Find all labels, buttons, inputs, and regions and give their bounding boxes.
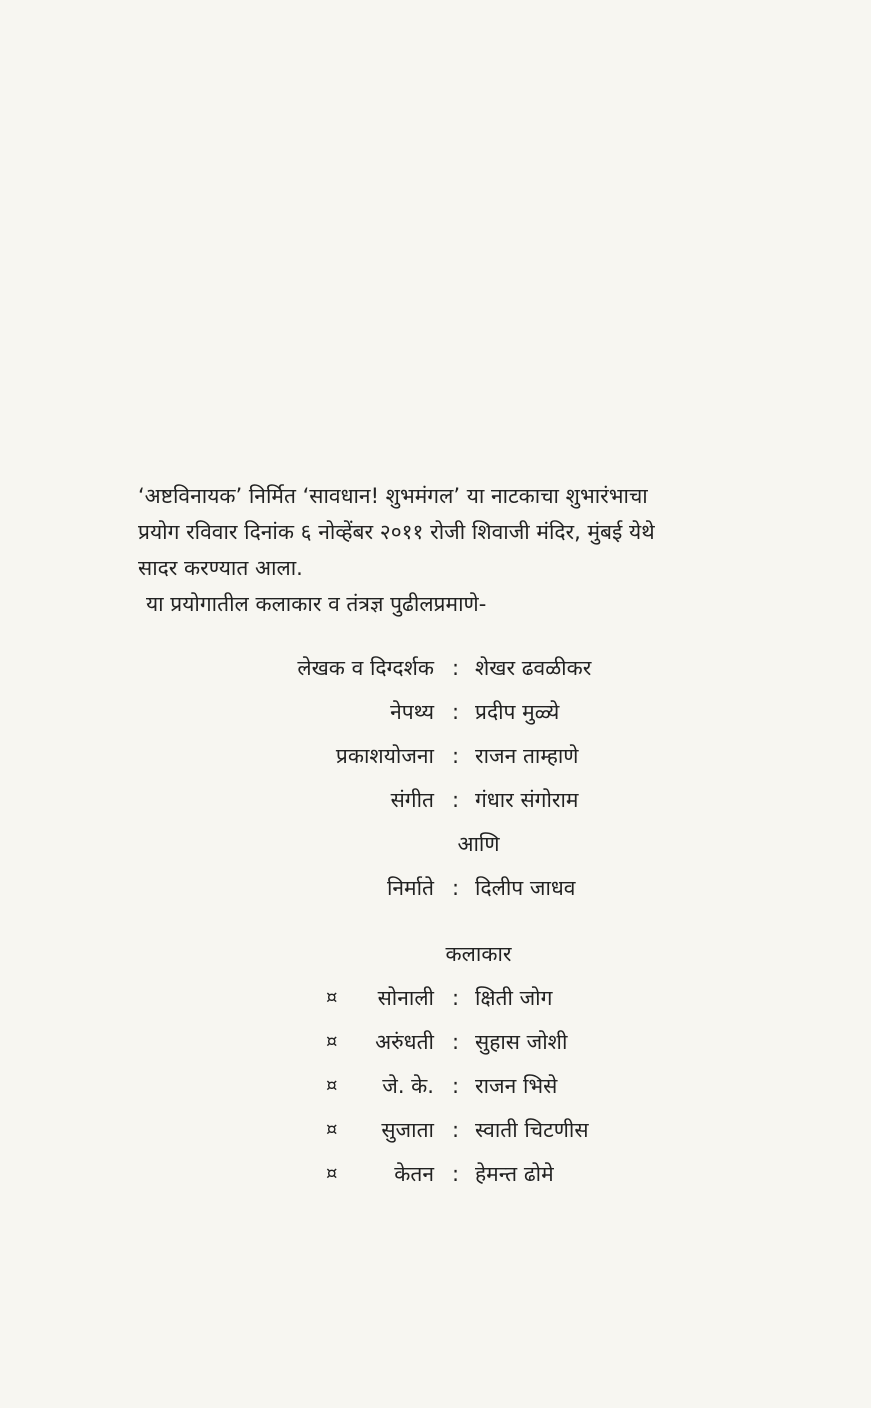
bullet-icon: ¤ xyxy=(326,1119,338,1140)
cast-row xyxy=(0,976,871,1020)
cast-row xyxy=(0,1152,871,1196)
crew-row-music xyxy=(0,778,871,822)
intro-paragraph xyxy=(138,478,778,622)
separator-colon: : xyxy=(452,700,460,724)
cast-character: केतन xyxy=(394,1162,434,1186)
cast-character: अरुंधती xyxy=(375,1030,434,1054)
producer-name: दिलीप जाधव xyxy=(475,876,576,900)
intro-line-3: सादर करण्यात आला. xyxy=(138,556,303,580)
cast-actor: हेमन्त ढोमे xyxy=(475,1162,554,1186)
cast-character: सुजाता xyxy=(381,1118,434,1142)
credits-list xyxy=(0,646,871,1196)
bullet-icon: ¤ xyxy=(326,1075,338,1096)
cast-actor: सुहास जोशी xyxy=(475,1030,568,1054)
spacer xyxy=(0,910,871,932)
crew-role: नेपथ्य xyxy=(390,700,434,724)
intro-line-2: प्रयोग रविवार दिनांक ६ नोव्हेंबर २०११ रोजी शिवाजी मंदिर, मुंबई येथे xyxy=(138,520,655,544)
cast-row xyxy=(0,1108,871,1152)
crew-row-lighting xyxy=(0,734,871,778)
crew-role: संगीत xyxy=(390,788,434,812)
crew-name: शेखर ढवळीकर xyxy=(475,656,592,680)
cast-row xyxy=(0,1064,871,1108)
separator-colon: : xyxy=(452,788,460,812)
cast-actor: राजन भिसे xyxy=(475,1074,558,1098)
crew-role: लेखक व दिग्दर्शक xyxy=(297,656,434,680)
crew-name: प्रदीप मुळ्ये xyxy=(475,700,560,724)
separator-colon: : xyxy=(452,1074,460,1098)
separator-colon: : xyxy=(452,1030,460,1054)
bullet-icon: ¤ xyxy=(326,1031,338,1052)
crew-role: प्रकाशयोजना xyxy=(335,744,434,768)
crew-name: राजन ताम्हाणे xyxy=(475,744,579,768)
cast-character: जे. के. xyxy=(382,1074,434,1098)
bullet-icon: ¤ xyxy=(326,1163,338,1184)
cast-actor: क्षिती जोग xyxy=(475,986,553,1010)
cast-character: सोनाली xyxy=(377,986,434,1010)
cast-row xyxy=(0,1020,871,1064)
producer-row xyxy=(0,866,871,910)
crew-row-writer-director xyxy=(0,646,871,690)
bullet-icon: ¤ xyxy=(326,987,338,1008)
intro-line-4: या प्रयोगातील कलाकार व तंत्रज्ञ पुढीलप्रमाणे- xyxy=(146,592,487,616)
producer-role: निर्माते xyxy=(386,876,434,900)
cast-actor: स्वाती चिटणीस xyxy=(475,1118,589,1142)
cast-heading: कलाकार xyxy=(445,942,512,966)
separator-colon: : xyxy=(452,876,460,900)
crew-row-set-design xyxy=(0,690,871,734)
intro-line-1: ‘अष्टविनायक’ निर्मित ‘सावधान! शुभमंगल’ या नाटकाचा शुभारंभाचा xyxy=(138,484,648,508)
crew-name: गंधार संगोराम xyxy=(475,788,579,812)
separator-colon: : xyxy=(452,1118,460,1142)
separator-colon: : xyxy=(452,986,460,1010)
and-label: आणि xyxy=(457,832,500,856)
separator-colon: : xyxy=(452,744,460,768)
separator-colon: : xyxy=(452,656,460,680)
separator-colon: : xyxy=(452,1162,460,1186)
